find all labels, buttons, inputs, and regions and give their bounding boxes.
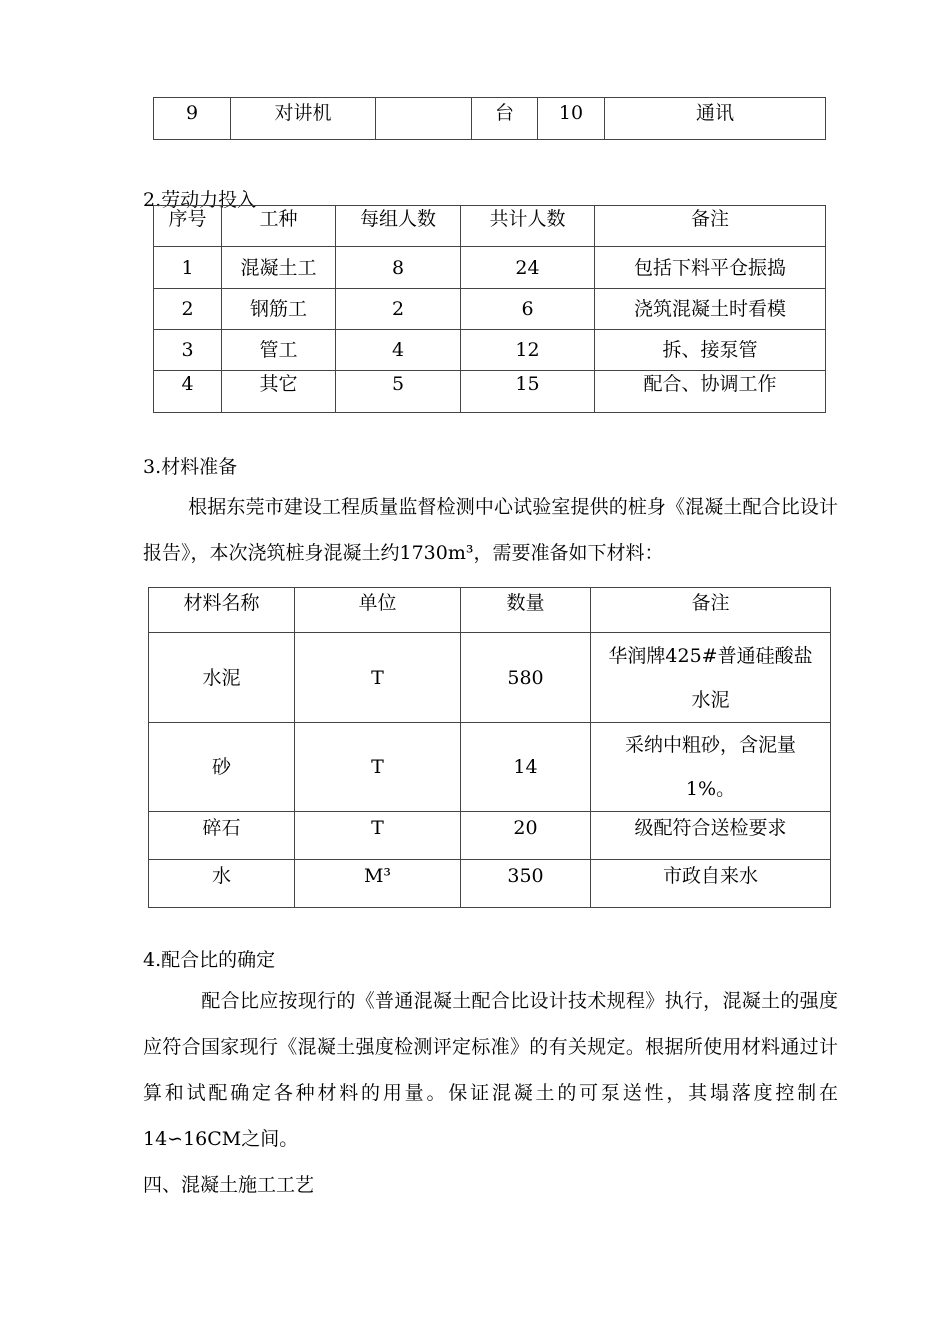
- table-header-row: [154, 206, 826, 247]
- table-cell: 2: [336, 289, 461, 330]
- table-cell: 对讲机: [231, 98, 376, 140]
- section-heading: 2.劳动力投入: [143, 189, 257, 211]
- table-cell: 配合、协调工作: [595, 371, 826, 413]
- header-cell: 备注: [591, 588, 831, 633]
- table-cell: 台: [472, 98, 538, 140]
- table-cell: 9: [154, 98, 231, 140]
- labor-table: [153, 205, 826, 413]
- table-cell: M³: [295, 860, 461, 908]
- table-cell: 包括下料平仓振捣: [595, 247, 826, 289]
- table-cell: 10: [538, 98, 605, 140]
- section-heading: 3.材料准备: [143, 456, 238, 478]
- table-cell: 采纳中粗砂，含泥量1%。: [591, 723, 831, 812]
- table-header-row: [149, 588, 831, 633]
- table-cell: 15: [461, 371, 595, 413]
- table-cell: 碎石: [149, 812, 295, 860]
- table-row: [149, 723, 831, 812]
- table-cell: 1: [154, 247, 222, 289]
- table-cell: T: [295, 812, 461, 860]
- table-cell: 8: [336, 247, 461, 289]
- table-row: [149, 860, 831, 908]
- paragraph-text: 根据东莞市建设工程质量监督检测中心试验室提供的桩身《混凝土配合比设计报告》，本次浇筑桩身混凝土约1730m³，需要准备如下材料：: [143, 496, 838, 564]
- table-row: [149, 812, 831, 860]
- section-heading: 4.配合比的确定: [143, 949, 276, 971]
- table-cell: 钢筋工: [222, 289, 336, 330]
- table-cell: T: [295, 633, 461, 723]
- table-cell: 6: [461, 289, 595, 330]
- table-cell: 4: [336, 330, 461, 371]
- equipment-table: [153, 97, 826, 140]
- section-heading: 四、混凝土施工工艺: [143, 1174, 315, 1196]
- header-cell: 工种: [222, 206, 336, 247]
- table-cell: 5: [336, 371, 461, 413]
- table-cell: 水: [149, 860, 295, 908]
- header-cell: 共计人数: [461, 206, 595, 247]
- table-row: [154, 289, 826, 330]
- paragraph: [143, 484, 838, 576]
- table-cell: 砂: [149, 723, 295, 812]
- table-cell: 拆、接泵管: [595, 330, 826, 371]
- header-cell: 备注: [595, 206, 826, 247]
- table-row: [149, 633, 831, 723]
- table-cell: 华润牌425#普通硅酸盐水泥: [591, 633, 831, 723]
- table-row: [154, 371, 826, 413]
- table-cell: 级配符合送检要求: [591, 812, 831, 860]
- paragraph: [143, 978, 838, 1162]
- header-cell: 每组人数: [336, 206, 461, 247]
- table-row: [154, 247, 826, 289]
- table-cell: 混凝土工: [222, 247, 336, 289]
- table-cell: 市政自来水: [591, 860, 831, 908]
- table-cell: T: [295, 723, 461, 812]
- table-cell: 浇筑混凝土时看模: [595, 289, 826, 330]
- header-cell: 单位: [295, 588, 461, 633]
- table-cell: 14: [461, 723, 591, 812]
- header-cell: 数量: [461, 588, 591, 633]
- table-cell: 24: [461, 247, 595, 289]
- header-cell: 序号: [154, 206, 222, 247]
- materials-table: [148, 587, 831, 908]
- table-row: [154, 98, 826, 140]
- table-cell: 水泥: [149, 633, 295, 723]
- table-cell: 其它: [222, 371, 336, 413]
- header-cell: 材料名称: [149, 588, 295, 633]
- table-cell: 4: [154, 371, 222, 413]
- table-cell: 2: [154, 289, 222, 330]
- table-cell: 通讯: [605, 98, 826, 140]
- table-row: [154, 330, 826, 371]
- table-cell: [376, 98, 472, 140]
- table-cell: 580: [461, 633, 591, 723]
- paragraph-text: 配合比应按现行的《普通混凝土配合比设计技术规程》执行，混凝土的强度应符合国家现行《混凝土强度检测评定标准》的有关规定。根据所使用材料通过计算和试配确定各种材料的用量。保证混凝土的可泵送性，其塌落度控制在14∽16CM之间。: [143, 990, 838, 1150]
- table-cell: 20: [461, 812, 591, 860]
- table-cell: 350: [461, 860, 591, 908]
- table-cell: 管工: [222, 330, 336, 371]
- table-cell: 3: [154, 330, 222, 371]
- table-cell: 12: [461, 330, 595, 371]
